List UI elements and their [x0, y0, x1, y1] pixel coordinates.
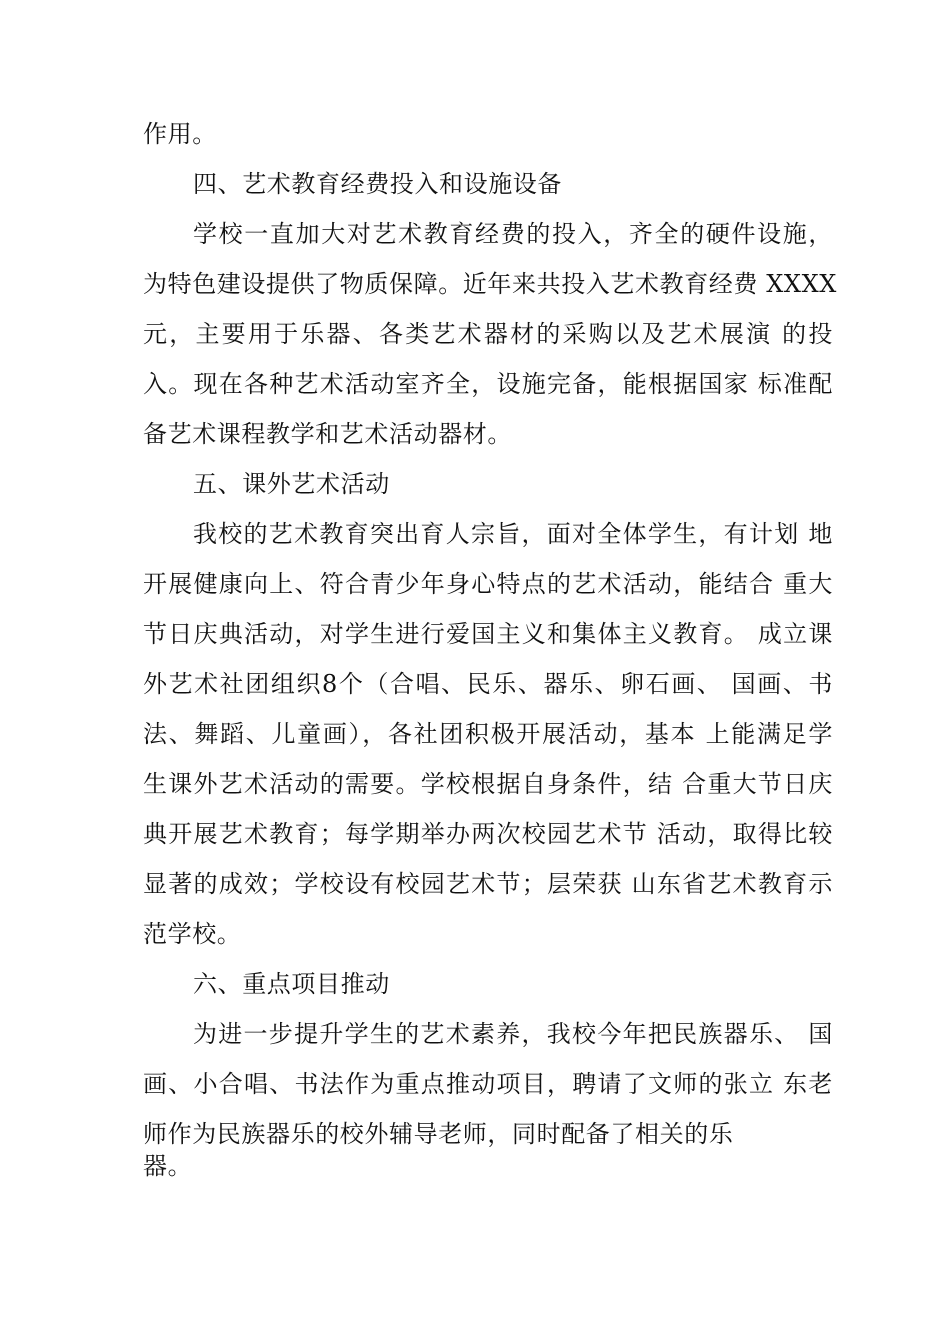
section-heading-5: 五、课外艺术活动 — [193, 470, 390, 498]
section-heading-4: 四、艺术教育经费投入和设施设备 — [193, 170, 562, 198]
paragraph-line: 我校的艺术教育突出育人宗旨，面对全体学生，有计划 地 — [193, 520, 833, 548]
paragraph-line: 节日庆典活动，对学生进行爱国主义和集体主义教育。 成立课 — [143, 620, 833, 648]
paragraph-line: 为特色建设提供了物质保障。近年来共投入艺术教育经费 XXXX — [143, 270, 837, 298]
paragraph-line: 作用。 — [143, 120, 217, 148]
paragraph-line: 学校一直加大对艺术教育经费的投入，齐全的硬件设施， — [193, 220, 833, 248]
paragraph-line: 范学校。 — [143, 920, 242, 948]
paragraph-line: 元，主要用于乐器、各类艺术器材的采购以及艺术展演 的投 — [143, 320, 833, 348]
paragraph-line: 器。 — [143, 1152, 193, 1180]
paragraph-line: 生课外艺术活动的需要。学校根据自身条件，结 合重大节日庆 — [143, 770, 833, 798]
paragraph-line: 为进一步提升学生的艺术素养，我校今年把民族器乐、 国 — [193, 1020, 833, 1048]
paragraph-line: 典开展艺术教育；每学期举办两次校园艺术节 活动，取得比较 — [143, 820, 833, 848]
section-heading-6: 六、重点项目推动 — [193, 970, 390, 998]
paragraph-line: 画、小合唱、书法作为重点推动项目，聘请了文师的张立 东老 — [143, 1070, 833, 1098]
paragraph-line: 法、舞蹈、儿童画），各社团积极开展活动，基本 上能满足学 — [143, 720, 833, 748]
paragraph-line: 备艺术课程教学和艺术活动器材。 — [143, 420, 512, 448]
paragraph-line: 师作为民族器乐的校外辅导老师，同时配备了相关的乐 — [143, 1120, 734, 1148]
paragraph-line: 入。现在各种艺术活动室齐全，设施完备，能根据国家 标准配 — [143, 370, 833, 398]
paragraph-line: 外艺术社团组织8个（合唱、民乐、器乐、卵石画、 国画、书 — [143, 670, 833, 698]
paragraph-line: 显著的成效；学校设有校园艺术节；层荣获 山东省艺术教育示 — [143, 870, 833, 898]
paragraph-line: 开展健康向上、符合青少年身心特点的艺术活动，能结合 重大 — [143, 570, 833, 598]
